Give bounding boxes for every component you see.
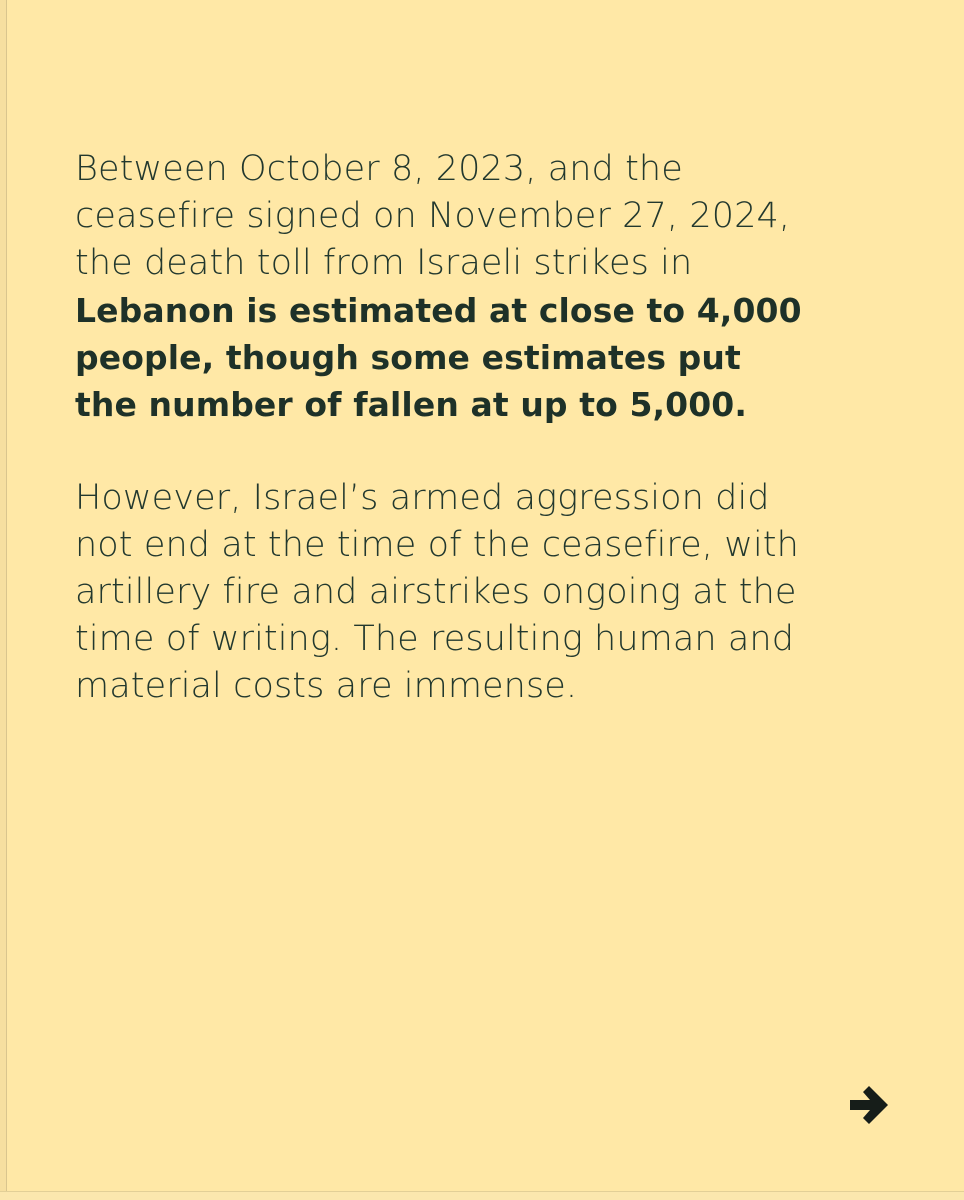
paragraph-2-line: artillery fire and airstrikes ongoing at the <box>75 572 797 612</box>
paragraph-1-line: Between October 8, 2023, and the <box>75 149 683 189</box>
arrow-right-icon[interactable] <box>848 1085 890 1125</box>
paragraph-2-line: However, Israel’s armed aggression did <box>75 478 770 518</box>
paragraph-1-bold-line: the number of fallen at up to 5,000. <box>75 385 747 424</box>
text-block <box>75 146 905 710</box>
paragraph-1-line: ceasefire signed on November 27, 2024, <box>75 196 791 236</box>
paragraph-2-line: time of writing. The resulting human and <box>75 619 795 659</box>
left-edge-rule <box>0 0 7 1200</box>
bottom-edge-rule <box>0 1191 964 1200</box>
paragraph-2-line: not end at the time of the ceasefire, with <box>75 525 799 565</box>
paragraph-2-line: material costs are immense. <box>75 666 578 706</box>
paragraph-2 <box>75 475 905 710</box>
paragraph-1 <box>75 146 905 428</box>
paragraph-1-line: the death toll from Israeli strikes in <box>75 243 693 283</box>
paragraph-1-bold-line: Lebanon is estimated at close to 4,000 <box>75 291 802 330</box>
paragraph-1-bold-line: people, though some estimates put <box>75 338 741 377</box>
arrow-right-icon-graphic <box>848 1085 890 1125</box>
